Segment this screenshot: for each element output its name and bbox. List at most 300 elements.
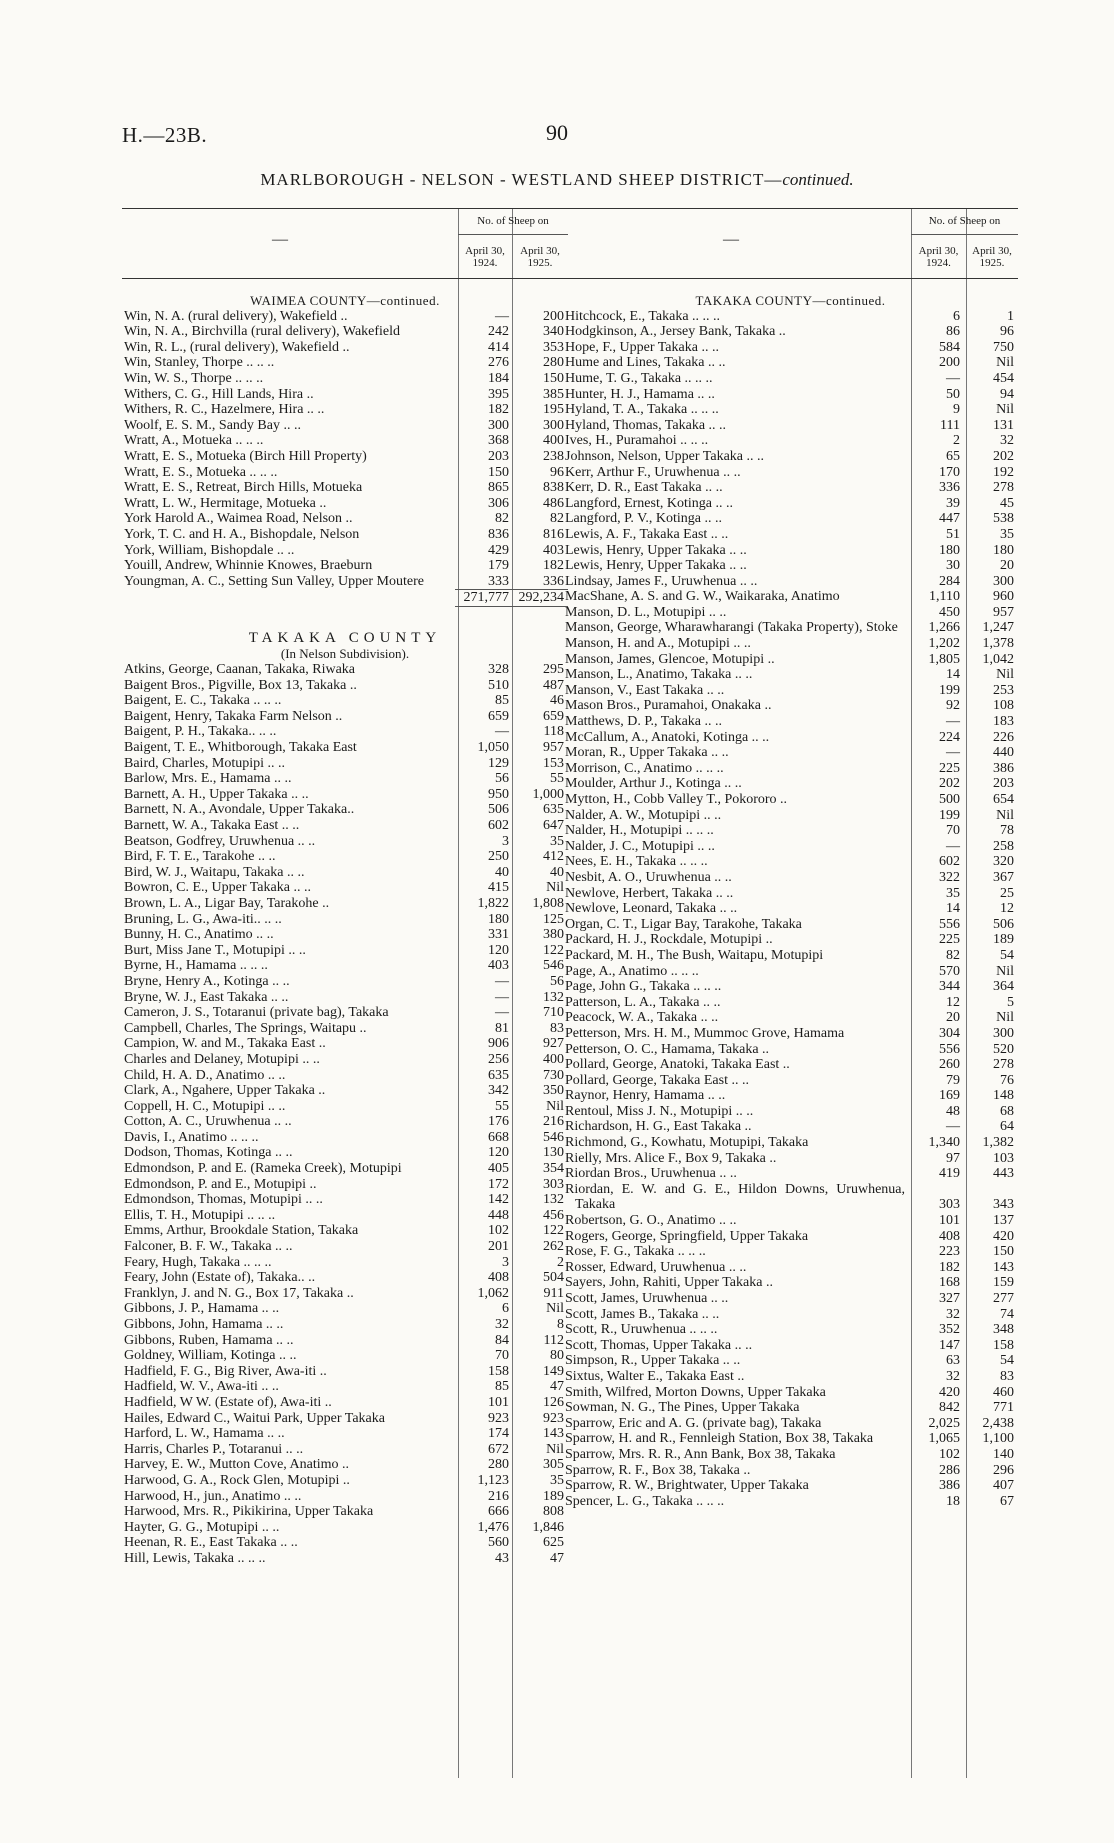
table-row xyxy=(563,1151,1018,1167)
table-row xyxy=(122,402,568,418)
owner-name: Harwood, Mrs. R., Pikikirina, Upper Takaka xyxy=(124,1504,374,1520)
sheep-1924: 180 xyxy=(939,542,960,558)
sheep-1925: 960 xyxy=(993,589,1014,605)
sheep-1924: 14 xyxy=(946,901,960,917)
table-row xyxy=(122,480,568,496)
owner-name: Moran, R., Upper Takaka .. .. xyxy=(565,745,729,761)
table-row xyxy=(563,589,1018,605)
sheep-1924: 82 xyxy=(495,511,509,527)
sheep-1924: 419 xyxy=(939,1166,960,1182)
sheep-1925: 46 xyxy=(550,693,564,709)
section-heading: TAKAKA COUNTY—continued. xyxy=(695,293,886,308)
table-row xyxy=(563,1213,1018,1229)
sheep-1924: 1,123 xyxy=(477,1472,509,1488)
sheep-1925: 300 xyxy=(993,1025,1014,1041)
sheep-1925: 82 xyxy=(550,511,564,527)
owner-name: Baigent, Henry, Takaka Farm Nelson .. xyxy=(124,708,343,724)
sheep-1925: 710 xyxy=(543,1005,564,1021)
owner-name: Peacock, W. A., Takaka .. .. xyxy=(565,1010,719,1026)
sheep-1924: 6 xyxy=(502,1301,509,1317)
owner-name: Nalder, J. C., Motupipi .. .. xyxy=(565,838,715,854)
owner-name: Baigent, E. C., Takaka .. .. .. xyxy=(124,693,282,709)
sheep-1925: 295 xyxy=(543,662,564,678)
sheep-1924: 328 xyxy=(488,662,509,678)
table-row xyxy=(122,1052,568,1068)
sheep-1924: 120 xyxy=(488,942,509,958)
table-row xyxy=(563,979,1018,995)
owner-name: Rose, F. G., Takaka .. .. .. xyxy=(565,1244,706,1260)
sheep-1925: 5 xyxy=(1007,994,1014,1010)
owner-name: Davis, I., Anatimo .. .. .. xyxy=(124,1129,259,1145)
sheep-1924: 386 xyxy=(939,1478,960,1494)
owner-name: Sparrow, H. and R., Fennleigh Station, Box 38, Takaka xyxy=(565,1431,874,1447)
sheep-1924: 300 xyxy=(488,417,509,433)
sheep-1925: 140 xyxy=(993,1446,1014,1462)
table-row xyxy=(563,1463,1018,1479)
table-row xyxy=(563,636,1018,652)
left-table-body xyxy=(122,281,568,1567)
sheep-1925: 253 xyxy=(993,682,1014,698)
sheep-1924: 20 xyxy=(946,1010,960,1026)
owner-name: Gibbons, J. P., Hamama .. .. xyxy=(124,1301,280,1317)
owner-name: Riordan, E. W. and G. E., Hildon Downs, Uruwhenua, Takaka xyxy=(565,1181,905,1213)
owner-name: Manson, George, Wharawharangi (Takaka Property), Stoke xyxy=(565,620,898,636)
sheep-1925: 103 xyxy=(993,1150,1014,1166)
county-subheading: (In Nelson Subdivision). xyxy=(280,646,410,662)
sheep-1924: 1,050 xyxy=(477,740,509,756)
owner-name: Hyland, T. A., Takaka .. .. .. xyxy=(565,402,719,418)
owner-name: Withers, C. G., Hill Lands, Hira .. xyxy=(124,386,314,402)
owner-name: Harris, Charles P., Totaranui .. .. xyxy=(124,1441,304,1457)
sheep-1924: 18 xyxy=(946,1493,960,1509)
sheep-1925: 132 xyxy=(543,989,564,1005)
sheep-1925: 12 xyxy=(1000,901,1014,917)
sheep-1924: 150 xyxy=(488,464,509,480)
table-row xyxy=(122,1411,568,1427)
sheep-1924: 1,822 xyxy=(477,895,509,911)
table-row xyxy=(563,932,1018,948)
col-1924-header xyxy=(911,245,966,269)
sheep-1924: 65 xyxy=(946,448,960,464)
table-row xyxy=(563,511,1018,527)
table-row xyxy=(563,1478,1018,1494)
owner-name: Barnett, W. A., Takaka East .. .. xyxy=(124,818,300,833)
sheep-1924: 906 xyxy=(488,1036,509,1052)
owner-name: Win, W. S., Thorpe .. .. .. xyxy=(124,370,264,386)
sheep-1925: 226 xyxy=(993,729,1014,745)
sheep-1925: 258 xyxy=(993,838,1014,854)
sheep-1925: 47 xyxy=(550,1550,564,1566)
table-row xyxy=(563,340,1018,356)
owner-name: Brown, L. A., Ligar Bay, Tarakohe .. xyxy=(124,895,330,911)
table-row xyxy=(122,1535,568,1551)
sheep-1925: 808 xyxy=(543,1504,564,1520)
sheep-1924: — xyxy=(495,724,509,740)
table-row xyxy=(122,558,568,574)
sheep-1924: 180 xyxy=(488,911,509,927)
sheep-1925: 403 xyxy=(543,542,564,558)
table-row xyxy=(563,854,1018,870)
sheep-1925: 54 xyxy=(1000,947,1014,963)
sheep-1924: 14 xyxy=(946,667,960,683)
owner-name: Hill, Lewis, Takaka .. .. .. xyxy=(124,1550,266,1566)
sheep-1924: 242 xyxy=(488,324,509,340)
sheep-1924: 63 xyxy=(946,1353,960,1369)
table-row xyxy=(122,943,568,959)
owner-name: Bird, F. T. E., Tarakohe .. .. xyxy=(124,849,276,865)
sheep-1924: 570 xyxy=(939,963,960,979)
table-row xyxy=(563,480,1018,496)
owner-name: Hadfield, W. V., Awa-iti .. .. xyxy=(124,1379,279,1395)
owner-name: Edmondson, P. and E. (Rameka Creek), Motupipi xyxy=(124,1161,402,1177)
table-row xyxy=(122,1333,568,1349)
owner-name: Win, R. L., (rural delivery), Wakefield .. xyxy=(124,339,350,355)
owner-name: Heenan, R. E., East Takaka .. .. xyxy=(124,1535,298,1551)
table-row xyxy=(563,745,1018,761)
sheep-1925: Nil xyxy=(996,355,1014,371)
owner-name: Mytton, H., Cobb Valley T., Pokororo .. xyxy=(565,792,788,807)
table-row xyxy=(563,683,1018,699)
table-row xyxy=(563,667,1018,683)
sheep-1925: 122 xyxy=(543,1223,564,1239)
sheep-1924: 408 xyxy=(488,1270,509,1286)
sheep-1925: Nil xyxy=(996,1010,1014,1026)
owner-name: Sparrow, R. W., Brightwater, Upper Takaka xyxy=(565,1478,809,1494)
owner-name: Youill, Andrew, Whinnie Knowes, Braeburn xyxy=(124,558,373,574)
owner-name: Manson, V., East Takaka .. .. xyxy=(565,682,725,698)
table-row xyxy=(563,964,1018,980)
sheep-1924: 168 xyxy=(939,1275,960,1291)
sheep-1925: 278 xyxy=(993,480,1014,496)
owner-name: Kerr, Arthur F., Uruwhenua .. .. xyxy=(565,464,741,480)
owner-name: MacShane, A. S. and G. W., Waikaraka, Anatimo xyxy=(565,589,840,605)
owner-name: Hume, T. G., Takaka .. .. .. xyxy=(565,370,713,386)
table-row xyxy=(122,1083,568,1099)
sheep-1925: 420 xyxy=(993,1228,1014,1244)
takaka-continued-rows xyxy=(563,309,1018,1510)
sheep-1925: 546 xyxy=(543,1129,564,1145)
table-row xyxy=(122,1145,568,1161)
sheep-1924: 32 xyxy=(495,1317,509,1332)
table-row xyxy=(563,324,1018,340)
sheep-1924: 56 xyxy=(495,771,509,787)
sheep-1925: Nil xyxy=(996,963,1014,979)
sheep-1924: 304 xyxy=(939,1025,960,1041)
sheep-1925: 74 xyxy=(1000,1306,1014,1322)
table-row xyxy=(563,543,1018,559)
table-row xyxy=(563,1010,1018,1026)
table-row xyxy=(563,355,1018,371)
owner-name: Bryne, W. J., East Takaka .. .. xyxy=(124,989,289,1005)
sheep-1924: 70 xyxy=(495,1348,509,1364)
table-row xyxy=(122,496,568,512)
table-header-right xyxy=(563,208,1018,279)
sheep-1925: 195 xyxy=(543,402,564,418)
table-row xyxy=(122,387,568,403)
sheep-1925: 927 xyxy=(543,1036,564,1052)
owner-name: Manson, James, Glencoe, Motupipi .. xyxy=(565,651,775,667)
sheep-1925: 354 xyxy=(543,1161,564,1177)
sheep-1924: 327 xyxy=(939,1291,960,1306)
table-row xyxy=(563,309,1018,325)
sheep-1924: 560 xyxy=(488,1535,509,1551)
owner-name: Feary, Hugh, Takaka .. .. .. xyxy=(124,1254,272,1270)
sheep-1925: 460 xyxy=(993,1384,1014,1400)
sheep-1925: 192 xyxy=(993,464,1014,480)
owner-name: York, T. C. and H. A., Bishopdale, Nelson xyxy=(124,526,360,542)
sheep-1925: 400 xyxy=(543,1051,564,1067)
owner-name: Byrne, H., Hamama .. .. .. xyxy=(124,958,268,974)
table-row xyxy=(122,527,568,543)
owner-name: Hunter, H. J., Hamama .. .. xyxy=(565,386,715,402)
sheep-1925: 277 xyxy=(993,1291,1014,1306)
table-row xyxy=(122,896,568,912)
sheep-1924: 216 xyxy=(488,1488,509,1504)
sheep-1925: 303 xyxy=(543,1176,564,1192)
sheep-1924: 70 xyxy=(946,823,960,839)
sheep-1924: 30 xyxy=(946,558,960,574)
table-row xyxy=(563,917,1018,933)
sheep-1924: 172 xyxy=(488,1176,509,1192)
sheep-1924: 43 xyxy=(495,1550,509,1566)
sheep-1924: — xyxy=(946,745,960,761)
sheep-1925: Nil xyxy=(546,880,564,896)
owner-name: Edmondson, Thomas, Motupipi .. .. xyxy=(124,1192,323,1208)
sheep-1924: 923 xyxy=(488,1410,509,1426)
owner-name: Manson, H. and A., Motupipi .. .. xyxy=(565,636,751,652)
table-row xyxy=(122,1239,568,1255)
owner-name: Child, H. A. D., Anatimo .. .. xyxy=(124,1067,286,1083)
sheep-1924: 1,202 xyxy=(928,636,960,652)
owner-name: Feary, John (Estate of), Takaka.. .. xyxy=(124,1270,316,1286)
sheep-1924: 395 xyxy=(488,386,509,402)
sheep-1925: 35 xyxy=(550,1472,564,1488)
sheep-1924: 129 xyxy=(488,755,509,771)
sheep-1925: 1,042 xyxy=(982,651,1014,667)
owner-name: Hadfield, F. G., Big River, Awa-iti .. xyxy=(124,1363,327,1379)
owner-name: Nees, E. H., Takaka .. .. .. xyxy=(565,854,708,870)
table-row xyxy=(563,652,1018,668)
sheep-1924: 1,110 xyxy=(929,589,960,605)
owner-name: Langford, P. V., Kotinga .. .. xyxy=(565,511,722,527)
sheep-1924: 2 xyxy=(953,433,960,449)
table-row xyxy=(563,387,1018,403)
sheep-1924: 408 xyxy=(939,1228,960,1244)
header-dash: — xyxy=(723,231,739,248)
no-of-sheep-label: No. of Sheep on xyxy=(477,215,549,227)
table-row xyxy=(563,574,1018,590)
table-row xyxy=(563,1494,1018,1510)
sheep-1924: 602 xyxy=(488,818,509,833)
sheep-1924: 415 xyxy=(488,880,509,896)
table-row xyxy=(122,1223,568,1239)
sheep-1925: 64 xyxy=(1000,1119,1014,1135)
table-row xyxy=(563,886,1018,902)
table-row xyxy=(563,620,1018,636)
table-row xyxy=(563,1119,1018,1135)
sheep-1924: 102 xyxy=(939,1446,960,1462)
sheep-1924: 84 xyxy=(495,1332,509,1348)
owner-name: Campion, W. and M., Takaka East .. xyxy=(124,1036,326,1052)
sheep-1925: 1,382 xyxy=(982,1135,1014,1151)
owner-name: Newlove, Herbert, Takaka .. .. xyxy=(565,885,734,901)
table-row xyxy=(122,1099,568,1115)
table-row xyxy=(122,1255,568,1271)
table-row xyxy=(122,1317,568,1333)
sheep-1925: 56 xyxy=(550,973,564,989)
owner-name: Richmond, G., Kowhatu, Motupipi, Takaka xyxy=(565,1135,809,1151)
owner-name: Beatson, Godfrey, Uruwhenua .. .. xyxy=(124,833,316,849)
table-row xyxy=(122,927,568,943)
sheep-1924: 333 xyxy=(488,573,509,589)
sheep-1924: — xyxy=(495,308,509,324)
owner-name: Pollard, George, Takaka East .. .. xyxy=(565,1072,749,1088)
sheep-1925: 67 xyxy=(1000,1493,1014,1509)
sheep-1924: 203 xyxy=(488,448,509,464)
table-row xyxy=(122,1036,568,1052)
table-row xyxy=(563,558,1018,574)
sheep-1924: 447 xyxy=(939,511,960,527)
owner-name: Wratt, E. S., Motueka (Birch Hill Property) xyxy=(124,448,367,464)
table-row xyxy=(122,724,568,740)
sheep-1925: 280 xyxy=(543,355,564,371)
sheep-1924: 201 xyxy=(488,1239,509,1255)
table-row xyxy=(122,1130,568,1146)
sheep-1925: 25 xyxy=(1000,885,1014,901)
sheep-1925: 83 xyxy=(1000,1368,1014,1384)
table-row xyxy=(563,1400,1018,1416)
table-row xyxy=(563,792,1018,808)
sheep-1925: 278 xyxy=(993,1057,1014,1073)
table-row xyxy=(122,1348,568,1364)
table-row xyxy=(563,496,1018,512)
table-row xyxy=(563,1416,1018,1432)
sheep-1924: 414 xyxy=(488,339,509,355)
col-1925-line1: April 30, xyxy=(972,245,1012,257)
sheep-1924: 199 xyxy=(939,682,960,698)
sheep-1924: 85 xyxy=(495,1379,509,1395)
total-row xyxy=(122,589,568,607)
table-row xyxy=(563,605,1018,621)
sheep-1925: Nil xyxy=(546,1098,564,1114)
sheep-1925: 143 xyxy=(543,1426,564,1442)
owner-name: Bowron, C. E., Upper Takaka .. .. xyxy=(124,880,311,896)
sheep-1925: 76 xyxy=(1000,1072,1014,1088)
table-row xyxy=(122,678,568,694)
sheep-1925: 150 xyxy=(993,1244,1014,1260)
table-header-left xyxy=(122,208,568,279)
left-column xyxy=(122,208,568,1778)
sheep-1924: 286 xyxy=(939,1462,960,1478)
sheep-1925: 1 xyxy=(1007,308,1014,324)
sheep-1924: 1,266 xyxy=(928,620,960,636)
sheep-1925: 816 xyxy=(543,526,564,542)
sheep-1924: 352 xyxy=(939,1322,960,1338)
owner-name: Mason Bros., Puramahoi, Onakaka .. xyxy=(565,698,772,714)
sheep-1925: 838 xyxy=(543,480,564,496)
owner-name: Hailes, Edward C., Waitui Park, Upper Takaka xyxy=(124,1410,385,1426)
document-reference: H.—23B. xyxy=(122,123,208,147)
sheep-1925: 504 xyxy=(543,1270,564,1286)
sheep-1924: 510 xyxy=(488,677,509,693)
table-row xyxy=(122,1551,568,1567)
owner-name: Bird, W. J., Waitapu, Takaka .. .. xyxy=(124,864,305,880)
owner-name: McCallum, A., Anatoki, Kotinga .. .. xyxy=(565,729,770,745)
sheep-1924: 1,805 xyxy=(928,651,960,667)
sheep-1925: 182 xyxy=(543,558,564,574)
table-row xyxy=(563,1104,1018,1120)
table-row xyxy=(563,433,1018,449)
sheep-1924: 602 xyxy=(939,854,960,870)
owner-name: Rentoul, Miss J. N., Motupipi .. .. xyxy=(565,1103,754,1119)
sheep-1924: 35 xyxy=(946,885,960,901)
sheep-1924: — xyxy=(495,1005,509,1021)
spacer xyxy=(122,281,568,293)
table-row xyxy=(122,543,568,559)
table-row xyxy=(122,371,568,387)
sheep-1924: — xyxy=(495,973,509,989)
owner-name: Scott, Thomas, Upper Takaka .. .. xyxy=(565,1337,753,1353)
table-row xyxy=(563,402,1018,418)
owner-name: Wratt, E. S., Motueka .. .. .. xyxy=(124,464,278,480)
sheep-1924: 32 xyxy=(946,1368,960,1384)
table-row xyxy=(122,771,568,787)
table-row xyxy=(122,355,568,371)
sheep-1925: 923 xyxy=(543,1410,564,1426)
sheep-1924: 199 xyxy=(939,807,960,823)
owner-name: Bunny, H. C., Anatimo .. .. xyxy=(124,927,274,943)
sheep-1924: 3 xyxy=(502,1254,509,1270)
owner-name: Newlove, Leonard, Takaka .. .. xyxy=(565,901,738,917)
owner-name: Matthews, D. P., Takaka .. .. xyxy=(565,714,723,730)
table-row xyxy=(563,465,1018,481)
owner-name: Barnett, A. H., Upper Takaka .. .. xyxy=(124,786,309,802)
sheep-1925: 520 xyxy=(993,1041,1014,1057)
sheep-1924: 448 xyxy=(488,1207,509,1223)
sheep-1925: 443 xyxy=(993,1166,1014,1182)
sheep-1925: 454 xyxy=(993,370,1014,386)
col-1924-line2: 1924. xyxy=(926,257,951,269)
sheep-1925: 911 xyxy=(543,1285,564,1301)
owner-name: Bruning, L. G., Awa-iti.. .. .. xyxy=(124,911,282,927)
sheep-1924: — xyxy=(946,370,960,386)
sheep-1925: 137 xyxy=(993,1213,1014,1229)
sheep-1925: 343 xyxy=(993,1197,1014,1213)
sheep-1925: 189 xyxy=(543,1488,564,1504)
table-row xyxy=(563,1135,1018,1151)
sheep-1925: 80 xyxy=(550,1348,564,1364)
sheep-1924: 865 xyxy=(488,480,509,496)
sheep-1925: 131 xyxy=(993,417,1014,433)
owner-name: Raynor, Henry, Hamama .. .. xyxy=(565,1088,726,1104)
sheep-1924: 500 xyxy=(939,792,960,807)
sheep-1924: 82 xyxy=(946,947,960,963)
table-row xyxy=(563,1073,1018,1089)
section-heading: WAIMEA COUNTY—continued. xyxy=(250,293,440,308)
owner-name: York, William, Bishopdale .. .. xyxy=(124,542,295,558)
owner-name: Clark, A., Ngahere, Upper Takaka .. xyxy=(124,1083,326,1099)
header-rule xyxy=(911,234,1018,235)
sheep-1924: 284 xyxy=(939,573,960,589)
sheep-1924: 556 xyxy=(939,916,960,932)
owner-name: Falconer, B. F. W., Takaka .. .. xyxy=(124,1239,293,1255)
sheep-1924: 584 xyxy=(939,339,960,355)
table-row xyxy=(122,818,568,834)
title-continued: continued. xyxy=(782,170,854,189)
sheep-1924: 420 xyxy=(939,1384,960,1400)
table-row xyxy=(122,865,568,881)
sheep-1924: 147 xyxy=(939,1337,960,1353)
